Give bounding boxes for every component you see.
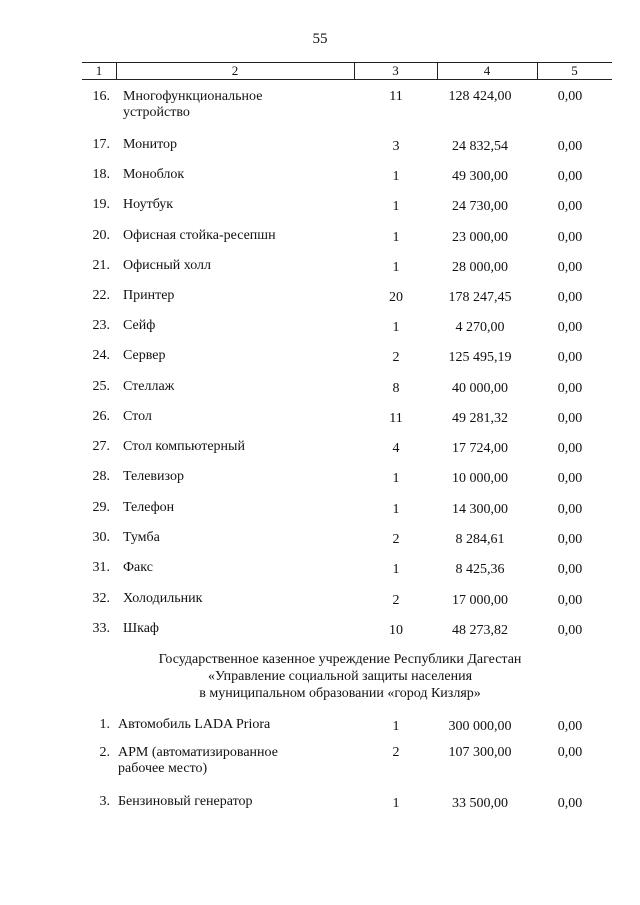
item-extra: 0,00 — [557, 381, 583, 396]
item-quantity: 11 — [389, 411, 403, 426]
item-amount: 8 425,36 — [455, 562, 505, 577]
item-quantity: 2 — [392, 593, 400, 608]
table-row — [0, 347, 640, 367]
item-quantity: 1 — [392, 169, 400, 184]
item-name: Автомобиль LADA Priora — [118, 717, 271, 732]
item-name: Телефон — [123, 500, 175, 515]
item-extra: 0,00 — [557, 719, 583, 734]
caption-line: «Управление социальной защиты населения — [207, 669, 473, 684]
table-row — [0, 529, 640, 549]
item-amount: 24 730,00 — [452, 199, 508, 214]
item-quantity: 1 — [392, 199, 400, 214]
item-amount: 23 000,00 — [452, 230, 508, 245]
item-extra: 0,00 — [557, 623, 583, 638]
header-col-3: 3 — [392, 63, 399, 78]
table-row — [0, 166, 640, 186]
header-col-4: 4 — [483, 63, 491, 78]
row-number: 29. — [92, 500, 110, 515]
item-amount: 107 300,00 — [448, 745, 512, 760]
table-row — [0, 620, 640, 640]
row-number: 1. — [99, 717, 110, 732]
table-row — [0, 716, 640, 736]
row-number: 2. — [99, 745, 110, 760]
row-number: 22. — [92, 288, 110, 303]
item-amount: 17 724,00 — [452, 441, 508, 456]
row-number: 21. — [92, 258, 110, 273]
item-name: Шкаф — [123, 621, 159, 636]
item-extra: 0,00 — [557, 320, 583, 335]
item-quantity: 2 — [392, 350, 400, 365]
header-col-2: 2 — [231, 63, 239, 78]
item-name: Принтер — [123, 288, 175, 303]
header-col-5: 5 — [571, 63, 578, 78]
item-quantity: 1 — [392, 796, 400, 811]
item-extra: 0,00 — [557, 290, 583, 305]
item-extra: 0,00 — [557, 350, 583, 365]
table-row — [0, 408, 640, 428]
item-quantity: 1 — [392, 320, 400, 335]
item-extra: 0,00 — [557, 230, 583, 245]
item-quantity: 1 — [392, 471, 400, 486]
item-name: Сервер — [123, 348, 166, 363]
item-name: Сейф — [123, 318, 156, 333]
header-col-1: 1 — [95, 63, 103, 78]
item-name: Бензиновый генератор — [118, 794, 253, 809]
caption-line: в муниципальном образовании «город Кизляр» — [199, 686, 481, 701]
row-number: 33. — [92, 621, 110, 636]
item-quantity: 3 — [392, 139, 400, 154]
item-name: Монитор — [123, 137, 178, 152]
table-row — [0, 590, 640, 610]
item-amount: 4 270,00 — [455, 320, 505, 335]
caption-line: Государственное казенное учреждение Республики Дагестан — [158, 652, 522, 667]
item-name: Стол компьютерный — [123, 439, 245, 454]
item-name: Стол — [123, 409, 152, 424]
item-quantity: 1 — [392, 260, 400, 275]
page-number: 55 — [312, 31, 328, 47]
item-name: Факс — [123, 560, 153, 575]
item-quantity: 4 — [392, 441, 400, 456]
item-extra: 0,00 — [557, 89, 583, 104]
row-number: 26. — [92, 409, 110, 424]
table-row — [0, 136, 640, 156]
item-extra: 0,00 — [557, 593, 583, 608]
item-extra: 0,00 — [557, 411, 583, 426]
row-number: 19. — [92, 197, 110, 212]
table-row — [0, 196, 640, 216]
row-number: 27. — [92, 439, 110, 454]
item-amount: 14 300,00 — [452, 502, 508, 517]
item-quantity: 1 — [392, 719, 400, 734]
table-row — [0, 378, 640, 398]
item-name: Многофункциональное — [123, 89, 263, 104]
item-extra: 0,00 — [557, 532, 583, 547]
item-quantity: 2 — [392, 745, 400, 760]
item-amount: 300 000,00 — [448, 719, 512, 734]
item-extra: 0,00 — [557, 796, 583, 811]
item-name: АРМ (автоматизированное — [118, 745, 278, 760]
item-extra: 0,00 — [557, 260, 583, 275]
row-number: 30. — [92, 530, 110, 545]
item-name: Холодильник — [123, 591, 203, 606]
item-quantity: 20 — [389, 290, 403, 305]
table-row — [0, 559, 640, 579]
row-number: 31. — [92, 560, 110, 575]
item-amount: 40 000,00 — [452, 381, 508, 396]
row-number: 28. — [92, 469, 110, 484]
item-amount: 24 832,54 — [452, 139, 508, 154]
item-name: Ноутбук — [123, 197, 174, 212]
item-extra: 0,00 — [557, 169, 583, 184]
table-row — [0, 744, 640, 776]
row-number: 17. — [92, 137, 110, 152]
item-amount: 49 281,32 — [452, 411, 508, 426]
table-row — [0, 227, 640, 247]
item-amount: 28 000,00 — [452, 260, 508, 275]
item-quantity: 11 — [389, 89, 403, 104]
row-number: 16. — [92, 89, 110, 104]
table-row — [0, 438, 640, 458]
row-number: 25. — [92, 379, 110, 394]
item-amount: 33 500,00 — [452, 796, 508, 811]
item-amount: 128 424,00 — [448, 89, 512, 104]
item-extra: 0,00 — [557, 199, 583, 214]
item-quantity: 10 — [389, 623, 403, 638]
section-caption — [100, 651, 580, 702]
item-extra: 0,00 — [557, 745, 583, 760]
row-number: 32. — [92, 591, 110, 606]
item-quantity: 1 — [392, 230, 400, 245]
item-amount: 48 273,82 — [452, 623, 508, 638]
item-quantity: 1 — [392, 562, 400, 577]
table-row — [0, 793, 640, 813]
item-amount: 125 495,19 — [448, 350, 512, 365]
item-quantity: 8 — [392, 381, 400, 396]
row-number: 3. — [99, 794, 110, 809]
table-row — [0, 257, 640, 277]
item-amount: 8 284,61 — [455, 532, 505, 547]
row-number: 24. — [92, 348, 110, 363]
item-extra: 0,00 — [557, 471, 583, 486]
item-amount: 49 300,00 — [452, 169, 508, 184]
table-row — [0, 88, 640, 120]
item-extra: 0,00 — [557, 441, 583, 456]
item-amount: 178 247,45 — [448, 290, 512, 305]
row-number: 23. — [92, 318, 110, 333]
table-row — [0, 499, 640, 519]
item-extra: 0,00 — [557, 562, 583, 577]
item-name-continued: рабочее место) — [118, 761, 208, 776]
item-amount: 10 000,00 — [452, 471, 508, 486]
table-header — [82, 62, 612, 80]
item-name: Телевизор — [123, 469, 184, 484]
table-row — [0, 287, 640, 307]
table-row — [0, 468, 640, 488]
row-number: 18. — [92, 167, 110, 182]
item-name: Офисный холл — [123, 258, 212, 273]
item-extra: 0,00 — [557, 139, 583, 154]
item-name-continued: устройство — [123, 105, 190, 120]
item-quantity: 2 — [392, 532, 400, 547]
item-quantity: 1 — [392, 502, 400, 517]
item-amount: 17 000,00 — [452, 593, 508, 608]
table-row — [0, 317, 640, 337]
item-extra: 0,00 — [557, 502, 583, 517]
item-name: Тумба — [123, 530, 160, 545]
item-name: Моноблок — [123, 167, 185, 182]
item-name: Стеллаж — [123, 379, 175, 394]
item-name: Офисная стойка-ресепшн — [123, 228, 276, 243]
row-number: 20. — [92, 228, 110, 243]
